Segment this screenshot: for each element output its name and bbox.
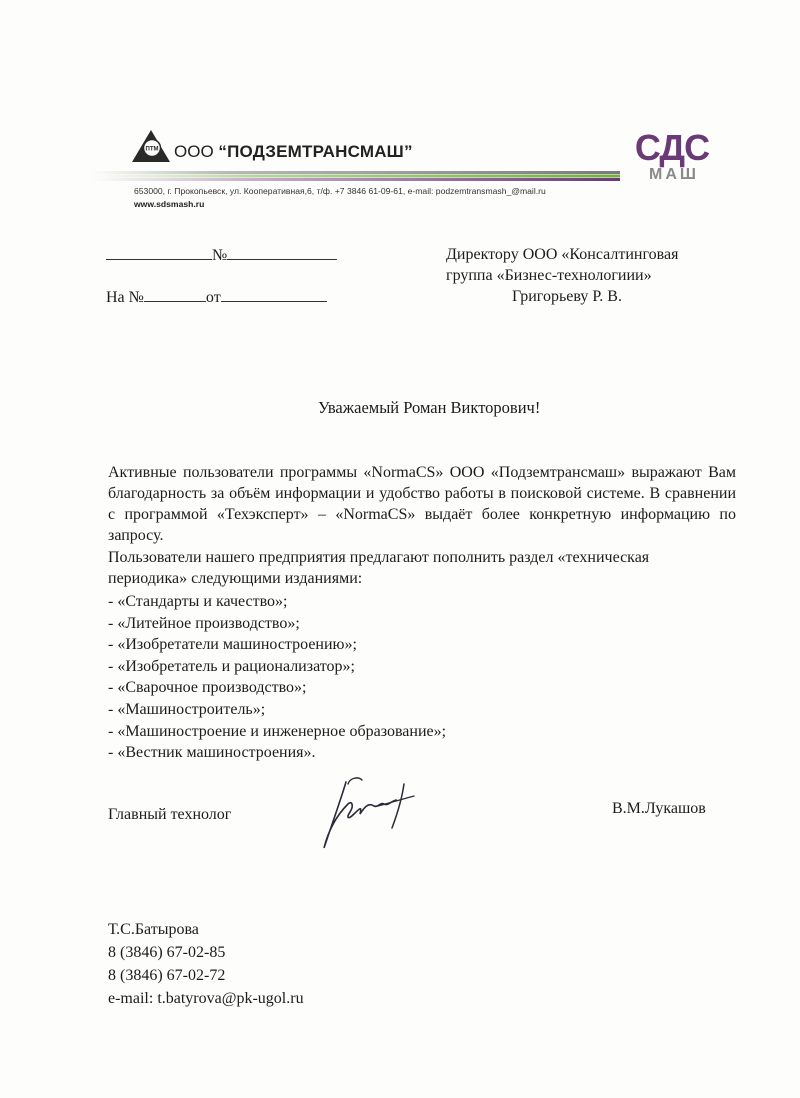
header-website: www.sdsmash.ru (134, 199, 205, 209)
from-label: от (205, 289, 221, 306)
date-blank (106, 245, 212, 260)
incoming-reference-line (106, 287, 327, 307)
sdsmash-brand-logo (624, 128, 720, 182)
salutation: Уважаемый Роман Викторович! (318, 398, 541, 417)
contact-block (108, 918, 304, 1010)
contact-name: Т.С.Батырова (108, 921, 199, 938)
on-number-blank (144, 287, 206, 302)
list-item: - «Машиностроение и инженерное образование»; (108, 722, 447, 740)
addressee-line-2: группа «Бизнес-технологиии» (446, 267, 652, 284)
contact-email: e-mail: t.batyrova@pk-ugol.ru (108, 990, 304, 1007)
list-item: - «Машиностроитель»; (108, 700, 266, 718)
body-paragraph-2 (108, 547, 736, 589)
number-blank (227, 245, 337, 260)
svg-text:ПТМ: ПТМ (145, 146, 159, 153)
body-paragraph-2-line-2: периодика» следующими изданиями: (108, 570, 363, 587)
company-logo-icon (130, 128, 172, 164)
header-address: 653000, г. Прокопьевск, ул. Кооперативная,6, т/ф. +7 3846 61-09-61, e-mail: podzemtransmash_@mail.ru (134, 186, 546, 196)
svg-text:МАШ: МАШ (649, 166, 699, 182)
addressee-line-1: Директору ООО «Консалтинговая (446, 246, 679, 263)
header-stripe (92, 171, 620, 181)
list-item: - «Стандарты и качество»; (108, 593, 288, 610)
from-date-blank (221, 287, 327, 302)
contact-phone-2: 8 (3846) 67-02-72 (108, 967, 226, 984)
on-number-label: На № (106, 289, 144, 306)
number-sign: № (212, 247, 228, 264)
list-item: - «Сварочное производство»; (108, 679, 307, 697)
signer-name: В.М.Лукашов (612, 800, 706, 817)
company-name-text: “ПОДЗЕМТРАНСМАШ” (218, 142, 413, 161)
addressee-line-3: Григорьеву Р. В. (512, 288, 622, 305)
outgoing-number-line (106, 245, 337, 265)
list-item: - «Вестник машиностроения». (108, 744, 316, 762)
company-prefix: ООО (174, 142, 214, 161)
contact-phone-1: 8 (3846) 67-02-85 (108, 944, 226, 961)
list-item: - «Литейное производство»; (108, 614, 300, 632)
handwritten-signature (318, 772, 418, 854)
publications-list (108, 591, 446, 764)
body-paragraph-2-line-1: Пользователи нашего предприятия предлагают пополнить раздел «техническая (108, 549, 650, 566)
company-name (174, 142, 413, 162)
list-item: - «Изобретатель и рационализатор»; (108, 657, 355, 675)
body-paragraph-1: Активные пользователи программы «NormaCS» ООО «Подземтрансмаш» выражают Вам благодарность за объём информации и удобство работы в поисковой системе. В сравнении с программой «Техэксперт» – «NormaCS» выдаёт более конкретную информацию по запросу. (108, 464, 736, 544)
signer-title: Главный технолог (108, 806, 232, 823)
list-item: - «Изобретатели машиностроению»; (108, 636, 357, 654)
addressee-block (446, 244, 678, 307)
svg-text:СДС: СДС (634, 128, 710, 168)
